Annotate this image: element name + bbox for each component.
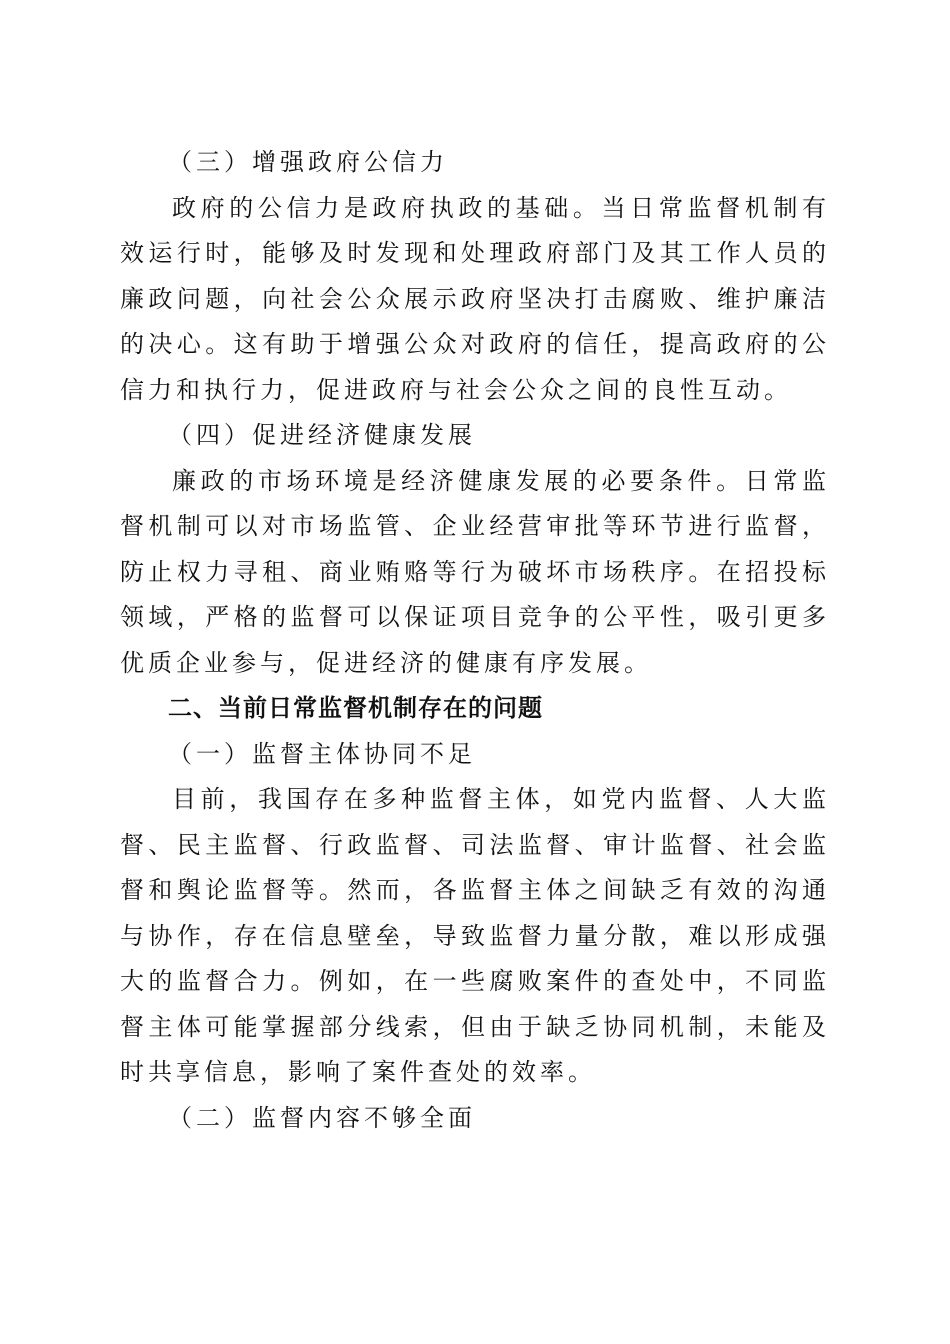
paragraph-insufficient-coordination: 目前，我国存在多种监督主体，如党内监督、人大监督、民主监督、行政监督、司法监督、审计监督、社会监督和舆论监督等。然而，各监督主体之间缺乏有效的沟通与协作，存在信息壁垒，导致监督力量分散，难以形成强大的监督合力。例如，在一些腐败案件的查处中，不同监督主体可能掌握部分线索，但由于缺乏协同机制，未能及时共享信息，影响了案件查处的效率。 <box>120 785 830 1086</box>
subheading-insufficient-coordination: （一）监督主体协同不足 <box>168 739 476 768</box>
paragraph-economic-development: 廉政的市场环境是经济健康发展的必要条件。日常监督机制可以对市场监管、企业经营审批等环节进行监督，防止权力寻租、商业贿赂等行为破坏市场秩序。在招投标领域，严格的监督可以保证项目竞争的公平性，吸引更多优质企业参与，促进经济的健康有序发展。 <box>120 466 830 677</box>
paragraph-credibility: 政府的公信力是政府执政的基础。当日常监督机制有效运行时，能够及时发现和处理政府部门及其工作人员的廉政问题，向社会公众展示政府坚决打击腐败、维护廉洁的决心。这有助于增强公众对政府的信任，提高政府的公信力和执行力，促进政府与社会公众之间的良性互动。 <box>120 193 830 404</box>
section-heading-current-problems: 二、当前日常监督机制存在的问题 <box>168 694 543 722</box>
subheading-enhance-credibility: （三）增强政府公信力 <box>168 148 448 176</box>
subheading-economic-development: （四）促进经济健康发展 <box>168 421 476 449</box>
document-body <box>120 140 830 1141</box>
subheading-incomplete-content: （二）监督内容不够全面 <box>168 1103 476 1132</box>
